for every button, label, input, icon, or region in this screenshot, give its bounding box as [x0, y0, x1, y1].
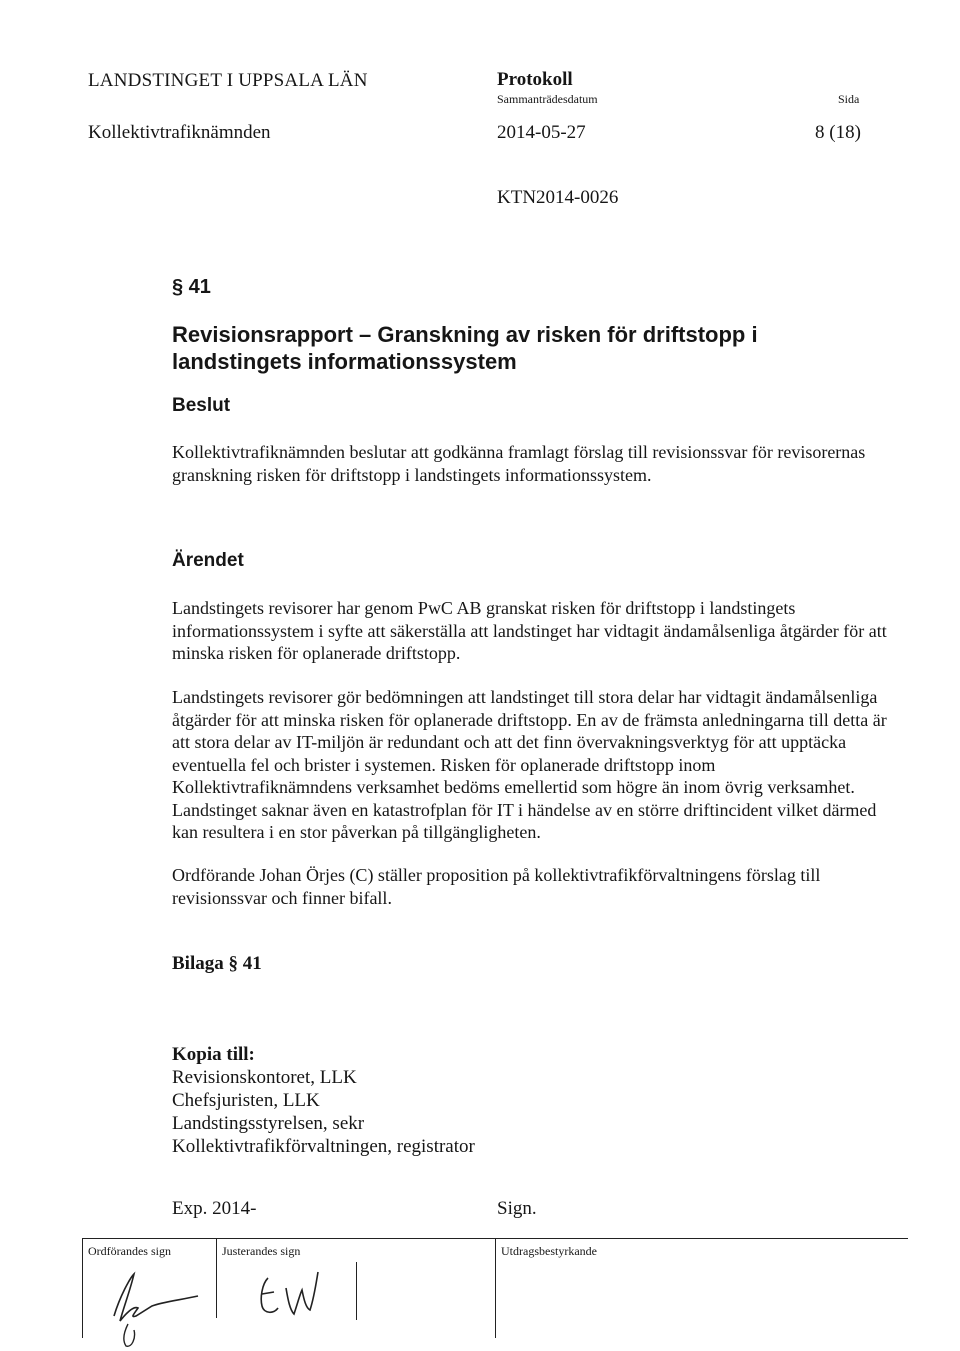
kopia-label: Kopia till: [172, 1044, 255, 1065]
chair-sign-label: Ordförandes sign [88, 1244, 171, 1258]
beslut-heading: Beslut [172, 395, 231, 416]
beslut-text [172, 441, 892, 486]
date-label: Sammanträdesdatum [497, 92, 598, 106]
meeting-date: 2014-05-27 [497, 122, 586, 143]
bilaga-reference: Bilaga § 41 [172, 953, 262, 974]
expedition-label: Exp. 2014- [172, 1198, 257, 1219]
footer-divider [356, 1262, 357, 1320]
diarienummer: KTN2014-0026 [497, 187, 619, 208]
paragraph-number: § 41 [172, 276, 211, 298]
sign-label: Sign. [497, 1198, 537, 1219]
adjuster-sign-label: Justerandes sign [222, 1244, 301, 1258]
arendet-paragraph-2: Landstingets revisorer gör bedömningen att landstinget till stora delar har vidtagit ändamålsenliga åtgärder för att minska risken för oplanerade driftstopp. En av de främsta anledningarna till detta är att stora delar av IT-miljön är redundant och att det finn övervakningsverktyg för att upptäcka eventuella fel och brister i systemen. Risken för oplanerade driftstopp inom Kollektivtrafiknämndens verksamhet bedöms emellertid som högre än inom övrig verksamhet. Landstinget saknar även en katastrofplan för IT i händelse av en större driftincident vilket därmed kan resultera i en stor påverkan på tillgängligheten. [172, 687, 887, 842]
arendet-heading: Ärendet [172, 550, 244, 571]
document-type: Protokoll [497, 69, 573, 90]
chair-signature [100, 1266, 210, 1351]
footer-divider [82, 1238, 83, 1338]
page-number: 8 (18) [815, 122, 861, 143]
footer-divider [216, 1238, 217, 1318]
kopia-recipient: Revisionskontoret, LLK [172, 1067, 357, 1088]
kopia-list [172, 1043, 475, 1158]
organization-name: LANDSTINGET I UPPSALA LÄN [88, 70, 368, 91]
kopia-recipient: Kollektivtrafikförvaltningen, registrator [172, 1136, 475, 1157]
footer-divider [495, 1238, 496, 1338]
kopia-recipient: Landstingsstyrelsen, sekr [172, 1113, 365, 1134]
adjuster-signature [252, 1258, 342, 1328]
arendet-paragraph-1: Landstingets revisorer har genom PwC AB granskat risken för driftstopp i landstingets informationssystem i syfte att säkerställa att landstinget har vidtagit ändamålsenliga åtgärder för att minska risken för oplanerade driftstopp. [172, 598, 887, 663]
kopia-recipient: Chefsjuristen, LLK [172, 1090, 320, 1111]
arendet-paragraph-3: Ordförande Johan Örjes (C) ställer proposition på kollektivtrafikförvaltningens förslag till revisionssvar och finner bifall. [172, 865, 821, 908]
document-title: Revisionsrapport – Granskning av risken för driftstopp i landstingets informationssystem [172, 322, 758, 374]
page-label: Sida [838, 92, 860, 106]
beslut-paragraph: Kollektivtrafiknämnden beslutar att godkänna framlagt förslag till revisionssvar för revisorernas granskning risken för driftstopp i landstingets informationssystem. [172, 442, 866, 485]
extract-certification-label: Utdragsbestyrkande [501, 1244, 597, 1258]
department-name: Kollektivtrafiknämnden [88, 122, 271, 143]
